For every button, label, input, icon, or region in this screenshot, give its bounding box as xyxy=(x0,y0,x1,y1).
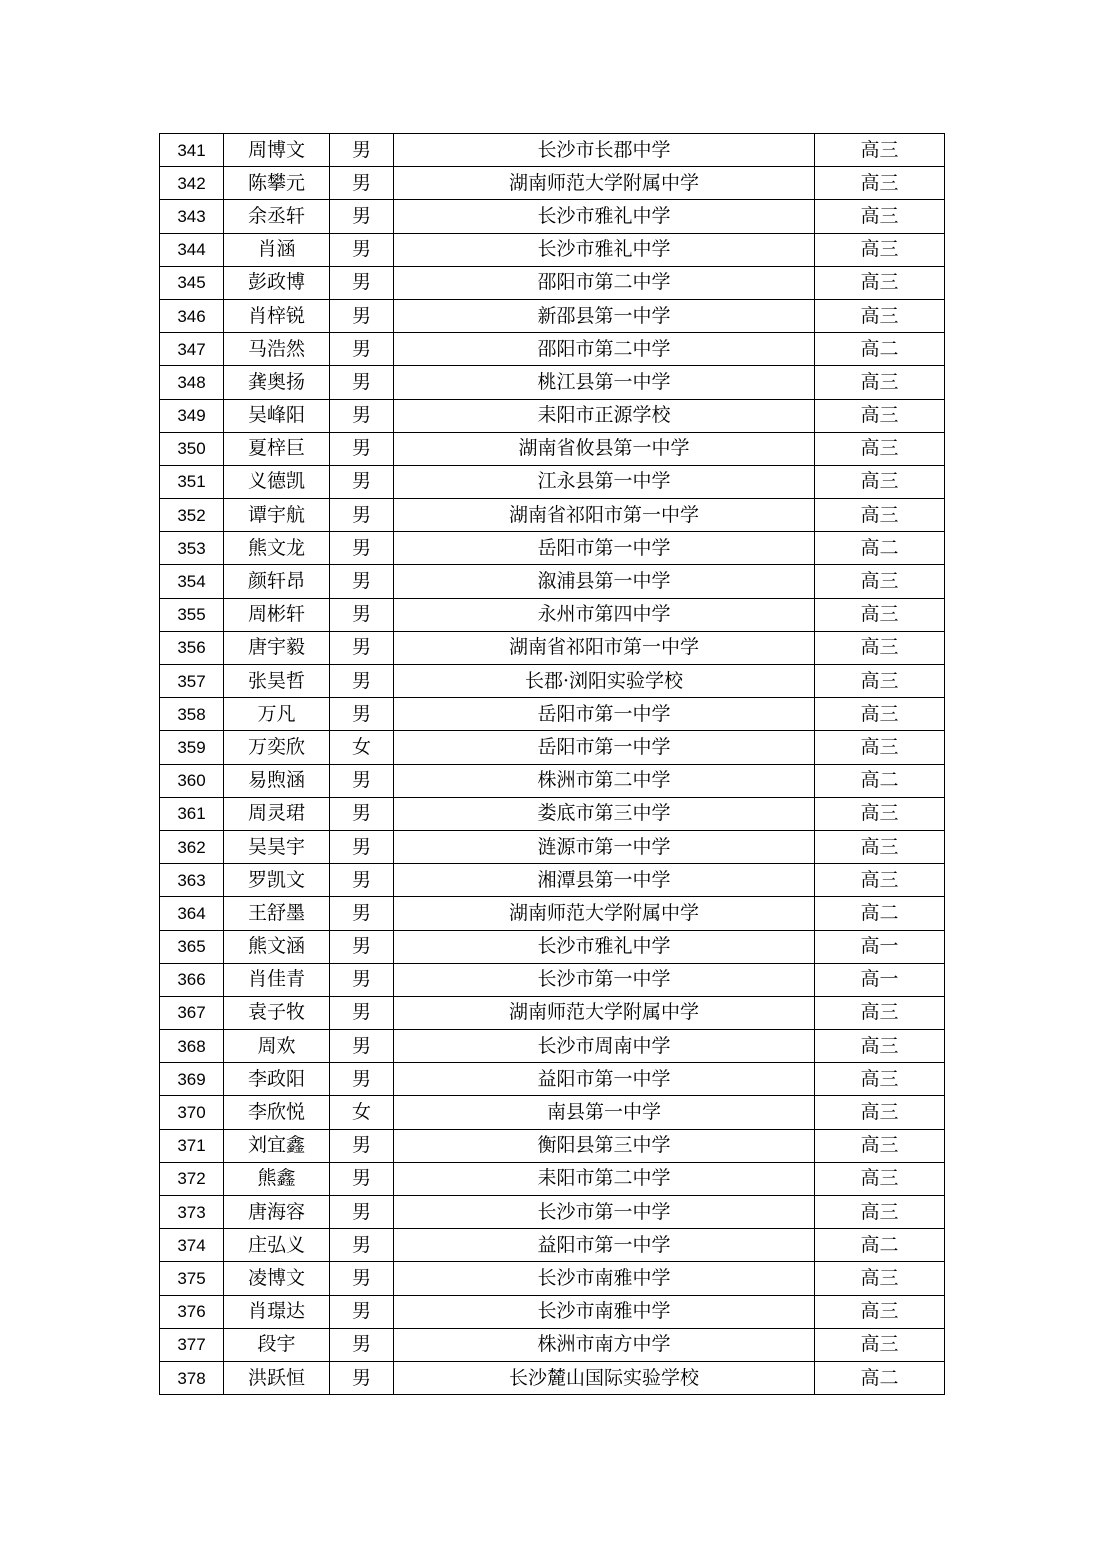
grade-level: 高三 xyxy=(815,1030,945,1063)
table-row xyxy=(160,1063,945,1096)
row-number: 376 xyxy=(160,1295,224,1328)
student-name: 周彬轩 xyxy=(224,598,330,631)
student-name: 熊文涵 xyxy=(224,930,330,963)
table-row xyxy=(160,1196,945,1229)
student-gender: 男 xyxy=(330,366,394,399)
student-gender: 男 xyxy=(330,930,394,963)
school-name: 湖南省祁阳市第一中学 xyxy=(394,631,815,664)
student-name: 马浩然 xyxy=(224,333,330,366)
grade-level: 高二 xyxy=(815,1229,945,1262)
student-gender: 男 xyxy=(330,665,394,698)
row-number: 353 xyxy=(160,532,224,565)
student-gender: 男 xyxy=(330,797,394,830)
table-row xyxy=(160,1262,945,1295)
row-number: 354 xyxy=(160,565,224,598)
student-name: 唐海容 xyxy=(224,1196,330,1229)
student-gender: 男 xyxy=(330,764,394,797)
table-row xyxy=(160,1328,945,1361)
school-name: 长沙市长郡中学 xyxy=(394,134,815,167)
grade-level: 高三 xyxy=(815,1196,945,1229)
school-name: 邵阳市第二中学 xyxy=(394,266,815,299)
row-number: 363 xyxy=(160,864,224,897)
row-number: 346 xyxy=(160,299,224,332)
school-name: 长沙市南雅中学 xyxy=(394,1295,815,1328)
grade-level: 高三 xyxy=(815,996,945,1029)
row-number: 351 xyxy=(160,465,224,498)
table-row xyxy=(160,200,945,233)
row-number: 356 xyxy=(160,631,224,664)
school-name: 岳阳市第一中学 xyxy=(394,698,815,731)
student-gender: 男 xyxy=(330,1229,394,1262)
grade-level: 高三 xyxy=(815,797,945,830)
table-row xyxy=(160,532,945,565)
student-name: 周灵珺 xyxy=(224,797,330,830)
student-gender: 女 xyxy=(330,731,394,764)
grade-level: 高三 xyxy=(815,1262,945,1295)
table-row xyxy=(160,830,945,863)
grade-level: 高三 xyxy=(815,565,945,598)
row-number: 352 xyxy=(160,499,224,532)
table-row xyxy=(160,665,945,698)
row-number: 341 xyxy=(160,134,224,167)
student-name: 袁子牧 xyxy=(224,996,330,1029)
table-row xyxy=(160,864,945,897)
school-name: 耒阳市正源学校 xyxy=(394,399,815,432)
table-row xyxy=(160,366,945,399)
student-name: 洪跃恒 xyxy=(224,1361,330,1394)
student-name: 吴峰阳 xyxy=(224,399,330,432)
table-row xyxy=(160,266,945,299)
student-gender: 男 xyxy=(330,598,394,631)
school-name: 湖南省攸县第一中学 xyxy=(394,432,815,465)
row-number: 372 xyxy=(160,1162,224,1195)
school-name: 涟源市第一中学 xyxy=(394,830,815,863)
grade-level: 高二 xyxy=(815,1361,945,1394)
row-number: 378 xyxy=(160,1361,224,1394)
table-row xyxy=(160,299,945,332)
grade-level: 高三 xyxy=(815,299,945,332)
grade-level: 高三 xyxy=(815,1129,945,1162)
student-gender: 男 xyxy=(330,399,394,432)
student-name: 陈攀元 xyxy=(224,167,330,200)
grade-level: 高三 xyxy=(815,399,945,432)
grade-level: 高三 xyxy=(815,134,945,167)
table-row xyxy=(160,134,945,167)
roster-body xyxy=(160,134,945,1395)
student-name: 周欢 xyxy=(224,1030,330,1063)
student-name: 肖佳青 xyxy=(224,963,330,996)
grade-level: 高二 xyxy=(815,532,945,565)
student-gender: 男 xyxy=(330,698,394,731)
table-row xyxy=(160,897,945,930)
grade-level: 高三 xyxy=(815,200,945,233)
student-gender: 男 xyxy=(330,963,394,996)
row-number: 358 xyxy=(160,698,224,731)
student-gender: 男 xyxy=(330,1030,394,1063)
student-name: 易煦涵 xyxy=(224,764,330,797)
grade-level: 高一 xyxy=(815,930,945,963)
school-name: 永州市第四中学 xyxy=(394,598,815,631)
grade-level: 高一 xyxy=(815,963,945,996)
school-name: 耒阳市第二中学 xyxy=(394,1162,815,1195)
row-number: 374 xyxy=(160,1229,224,1262)
grade-level: 高三 xyxy=(815,731,945,764)
student-name: 唐宇毅 xyxy=(224,631,330,664)
student-gender: 男 xyxy=(330,266,394,299)
student-gender: 男 xyxy=(330,864,394,897)
student-name: 彭政博 xyxy=(224,266,330,299)
grade-level: 高三 xyxy=(815,1295,945,1328)
school-name: 株洲市第二中学 xyxy=(394,764,815,797)
student-name: 夏梓巨 xyxy=(224,432,330,465)
table-row xyxy=(160,963,945,996)
row-number: 343 xyxy=(160,200,224,233)
school-name: 湖南师范大学附属中学 xyxy=(394,996,815,1029)
row-number: 359 xyxy=(160,731,224,764)
school-name: 株洲市南方中学 xyxy=(394,1328,815,1361)
student-name: 万奕欣 xyxy=(224,731,330,764)
student-gender: 男 xyxy=(330,565,394,598)
student-name: 张昊哲 xyxy=(224,665,330,698)
student-gender: 男 xyxy=(330,532,394,565)
table-row xyxy=(160,764,945,797)
student-name: 龚奥扬 xyxy=(224,366,330,399)
student-gender: 男 xyxy=(330,200,394,233)
table-row xyxy=(160,1129,945,1162)
grade-level: 高三 xyxy=(815,432,945,465)
grade-level: 高三 xyxy=(815,167,945,200)
row-number: 366 xyxy=(160,963,224,996)
grade-level: 高二 xyxy=(815,764,945,797)
student-name: 罗凯文 xyxy=(224,864,330,897)
student-name: 颜轩昂 xyxy=(224,565,330,598)
table-row xyxy=(160,465,945,498)
grade-level: 高三 xyxy=(815,598,945,631)
grade-level: 高三 xyxy=(815,1063,945,1096)
student-name: 吴昊宇 xyxy=(224,830,330,863)
student-gender: 男 xyxy=(330,1361,394,1394)
school-name: 娄底市第三中学 xyxy=(394,797,815,830)
student-gender: 男 xyxy=(330,1295,394,1328)
grade-level: 高三 xyxy=(815,698,945,731)
school-name: 长沙市雅礼中学 xyxy=(394,233,815,266)
table-row xyxy=(160,167,945,200)
table-row xyxy=(160,731,945,764)
school-name: 长沙市雅礼中学 xyxy=(394,930,815,963)
row-number: 361 xyxy=(160,797,224,830)
school-name: 湖南省祁阳市第一中学 xyxy=(394,499,815,532)
student-name: 肖梓锐 xyxy=(224,299,330,332)
row-number: 365 xyxy=(160,930,224,963)
table-row xyxy=(160,499,945,532)
grade-level: 高三 xyxy=(815,864,945,897)
student-name: 刘宜鑫 xyxy=(224,1129,330,1162)
row-number: 355 xyxy=(160,598,224,631)
school-name: 长沙市周南中学 xyxy=(394,1030,815,1063)
student-gender: 男 xyxy=(330,134,394,167)
student-gender: 男 xyxy=(330,1328,394,1361)
student-gender: 男 xyxy=(330,830,394,863)
student-gender: 男 xyxy=(330,897,394,930)
school-name: 南县第一中学 xyxy=(394,1096,815,1129)
row-number: 371 xyxy=(160,1129,224,1162)
grade-level: 高三 xyxy=(815,233,945,266)
row-number: 362 xyxy=(160,830,224,863)
student-gender: 男 xyxy=(330,1129,394,1162)
school-name: 衡阳县第三中学 xyxy=(394,1129,815,1162)
row-number: 364 xyxy=(160,897,224,930)
student-gender: 男 xyxy=(330,299,394,332)
school-name: 湖南师范大学附属中学 xyxy=(394,167,815,200)
grade-level: 高二 xyxy=(815,897,945,930)
student-name: 段宇 xyxy=(224,1328,330,1361)
student-name: 余丞轩 xyxy=(224,200,330,233)
table-row xyxy=(160,930,945,963)
table-row xyxy=(160,399,945,432)
grade-level: 高三 xyxy=(815,1162,945,1195)
student-gender: 男 xyxy=(330,1063,394,1096)
row-number: 360 xyxy=(160,764,224,797)
row-number: 342 xyxy=(160,167,224,200)
student-name: 万凡 xyxy=(224,698,330,731)
school-name: 长沙市第一中学 xyxy=(394,1196,815,1229)
student-gender: 男 xyxy=(330,465,394,498)
school-name: 江永县第一中学 xyxy=(394,465,815,498)
student-name: 肖璟达 xyxy=(224,1295,330,1328)
school-name: 益阳市第一中学 xyxy=(394,1063,815,1096)
student-name: 义德凯 xyxy=(224,465,330,498)
row-number: 375 xyxy=(160,1262,224,1295)
school-name: 长沙市雅礼中学 xyxy=(394,200,815,233)
student-roster-table xyxy=(159,133,945,1395)
row-number: 350 xyxy=(160,432,224,465)
row-number: 345 xyxy=(160,266,224,299)
school-name: 邵阳市第二中学 xyxy=(394,333,815,366)
row-number: 347 xyxy=(160,333,224,366)
table-row xyxy=(160,432,945,465)
table-row xyxy=(160,996,945,1029)
student-gender: 男 xyxy=(330,499,394,532)
student-name: 谭宇航 xyxy=(224,499,330,532)
table-row xyxy=(160,1295,945,1328)
student-name: 李欣悦 xyxy=(224,1096,330,1129)
student-name: 凌博文 xyxy=(224,1262,330,1295)
row-number: 369 xyxy=(160,1063,224,1096)
row-number: 370 xyxy=(160,1096,224,1129)
table-row xyxy=(160,1162,945,1195)
student-gender: 男 xyxy=(330,1162,394,1195)
grade-level: 高三 xyxy=(815,266,945,299)
school-name: 长沙麓山国际实验学校 xyxy=(394,1361,815,1394)
grade-level: 高三 xyxy=(815,1096,945,1129)
student-gender: 男 xyxy=(330,996,394,1029)
row-number: 349 xyxy=(160,399,224,432)
table-row xyxy=(160,1030,945,1063)
school-name: 益阳市第一中学 xyxy=(394,1229,815,1262)
school-name: 桃江县第一中学 xyxy=(394,366,815,399)
school-name: 岳阳市第一中学 xyxy=(394,532,815,565)
student-gender: 男 xyxy=(330,432,394,465)
student-name: 肖涵 xyxy=(224,233,330,266)
student-gender: 女 xyxy=(330,1096,394,1129)
school-name: 长郡·浏阳实验学校 xyxy=(394,665,815,698)
row-number: 348 xyxy=(160,366,224,399)
table-row xyxy=(160,797,945,830)
grade-level: 高三 xyxy=(815,631,945,664)
table-row xyxy=(160,1361,945,1394)
school-name: 长沙市第一中学 xyxy=(394,963,815,996)
student-gender: 男 xyxy=(330,1262,394,1295)
grade-level: 高三 xyxy=(815,830,945,863)
row-number: 368 xyxy=(160,1030,224,1063)
grade-level: 高三 xyxy=(815,366,945,399)
school-name: 新邵县第一中学 xyxy=(394,299,815,332)
school-name: 溆浦县第一中学 xyxy=(394,565,815,598)
student-gender: 男 xyxy=(330,233,394,266)
school-name: 岳阳市第一中学 xyxy=(394,731,815,764)
student-name: 王舒墨 xyxy=(224,897,330,930)
table-row xyxy=(160,631,945,664)
grade-level: 高二 xyxy=(815,333,945,366)
student-name: 周博文 xyxy=(224,134,330,167)
row-number: 377 xyxy=(160,1328,224,1361)
student-name: 熊鑫 xyxy=(224,1162,330,1195)
school-name: 长沙市南雅中学 xyxy=(394,1262,815,1295)
row-number: 373 xyxy=(160,1196,224,1229)
student-gender: 男 xyxy=(330,333,394,366)
student-gender: 男 xyxy=(330,631,394,664)
school-name: 湖南师范大学附属中学 xyxy=(394,897,815,930)
grade-level: 高三 xyxy=(815,1328,945,1361)
student-gender: 男 xyxy=(330,1196,394,1229)
table-row xyxy=(160,698,945,731)
school-name: 湘潭县第一中学 xyxy=(394,864,815,897)
student-name: 熊文龙 xyxy=(224,532,330,565)
grade-level: 高三 xyxy=(815,465,945,498)
grade-level: 高三 xyxy=(815,499,945,532)
row-number: 357 xyxy=(160,665,224,698)
table-row xyxy=(160,1229,945,1262)
table-row xyxy=(160,598,945,631)
student-gender: 男 xyxy=(330,167,394,200)
table-row xyxy=(160,565,945,598)
grade-level: 高三 xyxy=(815,665,945,698)
student-name: 庄弘义 xyxy=(224,1229,330,1262)
student-name: 李政阳 xyxy=(224,1063,330,1096)
row-number: 367 xyxy=(160,996,224,1029)
row-number: 344 xyxy=(160,233,224,266)
table-row xyxy=(160,333,945,366)
table-row xyxy=(160,1096,945,1129)
table-row xyxy=(160,233,945,266)
